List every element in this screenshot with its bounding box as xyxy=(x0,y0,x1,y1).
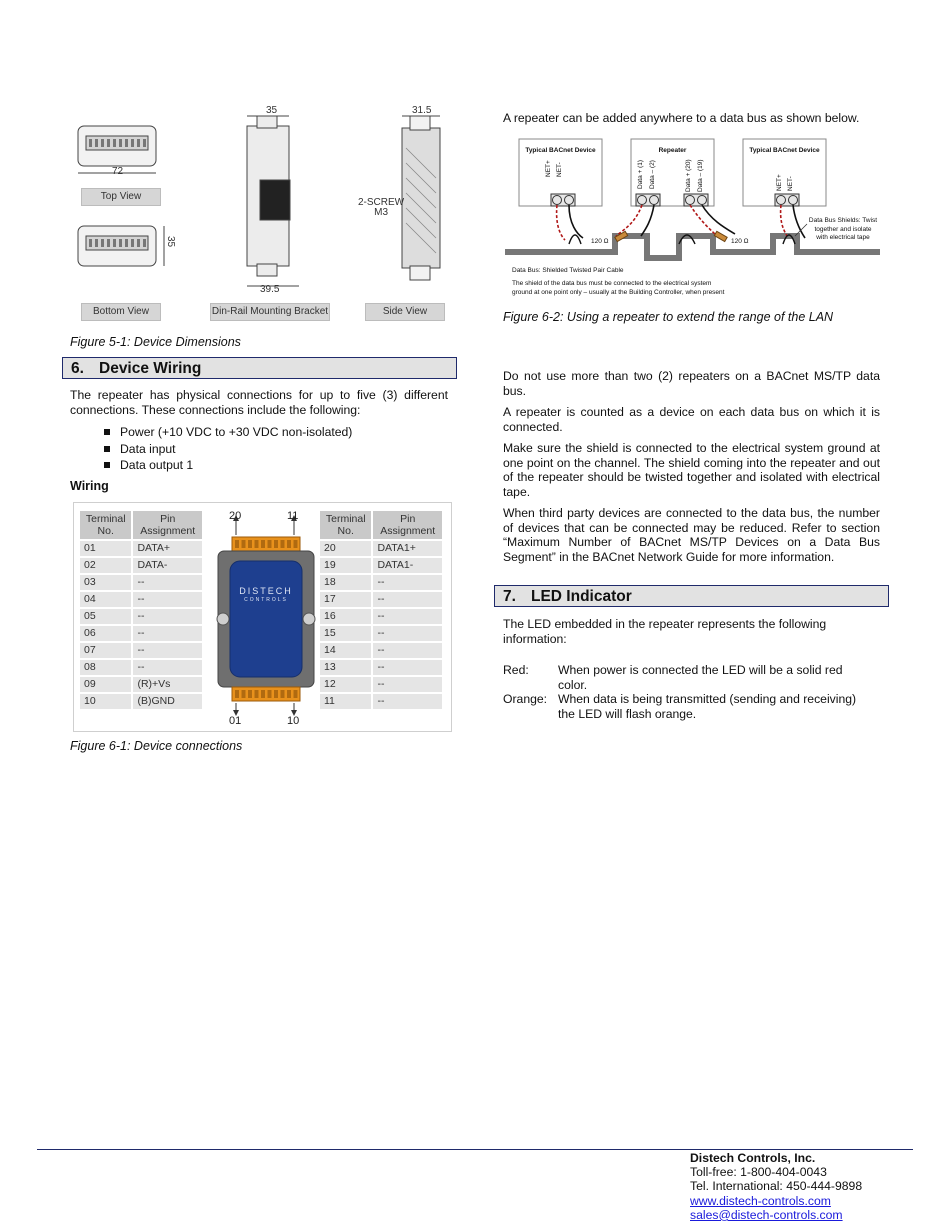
dim-31-5-label: 31.5 xyxy=(412,105,432,116)
footer-email-link[interactable]: sales@distech-controls.com xyxy=(690,1207,843,1222)
terminal-cell: 01 xyxy=(80,541,131,556)
section-6-intro: The repeater has physical connections for up to five (3) different connections. These connections include the following: xyxy=(70,388,448,417)
led-orange-text: When data is being transmitted (sending and receiving) the LED will flash orange. xyxy=(558,692,857,721)
figure-device-connections xyxy=(73,502,452,732)
bus-label: Data Bus: Shielded Twisted Pair Cable xyxy=(512,267,624,274)
figure-device-dimensions xyxy=(62,105,452,324)
footer-tollfree: Toll-free: 1-800-404-0043 xyxy=(690,1165,827,1180)
terminal-cell: 12 xyxy=(320,677,371,692)
pin-cell: -- xyxy=(373,592,442,607)
table-row xyxy=(320,575,442,590)
table-row xyxy=(80,575,202,590)
data-minus-19-label: Data – (19) xyxy=(697,159,704,192)
terminal-cell: 13 xyxy=(320,660,371,675)
pin-cell: -- xyxy=(373,626,442,641)
terminal-cell: 04 xyxy=(80,592,131,607)
shield-note xyxy=(803,217,883,243)
terminal-header-line1: Terminal xyxy=(85,513,126,525)
terminal-cell: 09 xyxy=(80,677,131,692)
bottom-view-label: Bottom View xyxy=(81,303,161,321)
paragraph-device-count: A repeater is counted as a device on each data bus on which it is connected. xyxy=(503,405,880,434)
pin-cell: -- xyxy=(133,592,202,607)
ground-note xyxy=(512,280,724,297)
pin-cell: -- xyxy=(373,660,442,675)
table-row xyxy=(320,694,442,709)
shield-note-line2: together and isolate xyxy=(814,225,872,233)
section-7-heading xyxy=(494,585,889,607)
pin-cell: -- xyxy=(373,575,442,590)
brand-line1: DISTECH xyxy=(239,586,293,596)
pin-cell: -- xyxy=(133,660,202,675)
shield-note-line3: with electrical tape xyxy=(816,234,870,241)
dim-35-top-label: 35 xyxy=(165,235,177,248)
paragraph-max-repeaters: Do not use more than two (2) repeaters on a BACnet MS/TP data bus. xyxy=(503,369,880,398)
section-7-intro: The LED embedded in the repeater represents the following information: xyxy=(503,617,827,646)
pin-cell: -- xyxy=(133,643,202,658)
pin-cell: -- xyxy=(133,575,202,590)
table-row xyxy=(80,694,202,709)
screw-label-line1: 2-SCREW xyxy=(358,197,405,208)
din-rail-label: Din-Rail Mounting Bracket xyxy=(210,303,330,321)
section-7-number: 7. xyxy=(503,588,516,605)
pin-cell: -- xyxy=(133,626,202,641)
terminal-cell: 16 xyxy=(320,609,371,624)
footer-website-link[interactable]: www.distech-controls.com xyxy=(690,1193,831,1208)
footer-contact xyxy=(690,1151,862,1222)
pin-header-line1: Pin xyxy=(400,513,416,525)
list-item: Data input xyxy=(104,441,444,458)
table-row xyxy=(80,541,202,556)
terminal-cell: 11 xyxy=(320,694,371,709)
device-left-label: Typical BACnet Device xyxy=(525,147,596,154)
dim-35-side-label: 35 xyxy=(266,105,278,116)
table-row xyxy=(320,592,442,607)
data-plus-1-label: Data + (1) xyxy=(637,159,644,189)
dim-72-label: 72 xyxy=(112,166,124,177)
terminal-cell: 20 xyxy=(320,541,371,556)
shield-note-line1: Data Bus Shields: Twist xyxy=(808,217,878,224)
terminal-cell: 05 xyxy=(80,609,131,624)
list-item: Data output 1 xyxy=(104,457,444,474)
figure-lan-repeater xyxy=(503,136,883,300)
resistor-right-label: 120 Ω xyxy=(731,238,749,245)
pin-cell: DATA- xyxy=(133,558,202,573)
terminal-cell: 14 xyxy=(320,643,371,658)
terminal-cell: 18 xyxy=(320,575,371,590)
table-row xyxy=(80,592,202,607)
side-view-label: Side View xyxy=(365,303,445,321)
pin-cell: -- xyxy=(373,609,442,624)
pin-cell: -- xyxy=(133,609,202,624)
led-red-text: When power is connected the LED will be a solid red color. xyxy=(558,663,843,692)
pin-label-20: 20 xyxy=(229,510,242,522)
pin-header-line2: Assignment xyxy=(380,525,436,537)
led-orange-row xyxy=(503,692,873,721)
section-6-heading xyxy=(62,357,457,379)
screw-label-line2: M3 xyxy=(374,207,389,218)
pin-cell: DATA1- xyxy=(373,558,442,573)
dim-39-5-label: 39.5 xyxy=(260,284,280,295)
table-row xyxy=(320,643,442,658)
terminal-cell: 15 xyxy=(320,626,371,641)
section-6-title: Device Wiring xyxy=(99,360,202,377)
ground-note-line1: The shield of the data bus must be connected to the electrical system xyxy=(512,280,712,287)
terminal-header-line2: No. xyxy=(97,525,114,537)
ground-note-line2: ground at one point only – usually at the Building Controller, when present xyxy=(512,288,725,296)
terminal-header xyxy=(320,511,371,539)
net-minus-right: NET- xyxy=(787,176,794,191)
table-row xyxy=(80,677,202,692)
resistor-left-label: 120 Ω xyxy=(591,238,609,245)
table-row xyxy=(80,660,202,675)
connection-list xyxy=(104,424,444,474)
terminal-cell: 10 xyxy=(80,694,131,709)
led-red-row xyxy=(503,663,873,692)
pin-header xyxy=(373,511,442,539)
terminal-cell: 02 xyxy=(80,558,131,573)
right-pin-table xyxy=(318,509,444,711)
net-minus-left: NET- xyxy=(556,162,563,177)
led-red-key: Red: xyxy=(503,663,529,677)
table-row xyxy=(320,541,442,556)
pin-label-11: 11 xyxy=(287,510,299,522)
pin-cell: DATA+ xyxy=(133,541,202,556)
pin-label-01: 01 xyxy=(229,715,242,727)
device-right-label: Typical BACnet Device xyxy=(749,147,820,154)
top-view-label: Top View xyxy=(81,188,161,206)
pin-cell: -- xyxy=(373,694,442,709)
table-row xyxy=(320,626,442,641)
led-orange-key: Orange: xyxy=(503,692,548,706)
pin-cell: -- xyxy=(373,677,442,692)
figure-6-2-caption: Figure 6-2: Using a repeater to extend the range of the LAN xyxy=(503,310,834,324)
table-row xyxy=(80,609,202,624)
table-row xyxy=(320,660,442,675)
table-row xyxy=(80,643,202,658)
pin-header-line1: Pin xyxy=(160,513,176,525)
footer-intl-phone: Tel. International: 450-444-9898 xyxy=(690,1179,863,1194)
terminal-header-line2: No. xyxy=(337,525,354,537)
footer-divider xyxy=(37,1149,913,1150)
left-pin-table xyxy=(78,509,204,711)
terminal-cell: 07 xyxy=(80,643,131,658)
table-row xyxy=(320,609,442,624)
screw-label xyxy=(358,198,404,218)
terminal-header xyxy=(80,511,131,539)
data-plus-20-label: Data + (20) xyxy=(685,159,692,192)
data-minus-2-label: Data – (2) xyxy=(649,160,656,189)
terminal-cell: 03 xyxy=(80,575,131,590)
brand-line2: CONTROLS xyxy=(244,597,288,603)
pin-label-10: 10 xyxy=(287,715,300,727)
pin-cell: (B)GND xyxy=(133,694,202,709)
pin-cell: -- xyxy=(373,643,442,658)
net-plus-right: NET+ xyxy=(776,174,783,191)
pin-cell: DATA1+ xyxy=(373,541,442,556)
repeater-intro: A repeater can be added anywhere to a data bus as shown below. xyxy=(503,111,860,125)
terminal-cell: 08 xyxy=(80,660,131,675)
paragraph-shield: Make sure the shield is connected to the electrical system ground at one point on the channel. The shield coming into the repeater and out of the repeater should be twisted together and isolated with electrical tape. xyxy=(503,441,880,499)
table-row xyxy=(320,677,442,692)
section-6-number: 6. xyxy=(71,360,84,377)
figure-5-1-caption: Figure 5-1: Device Dimensions xyxy=(70,335,241,349)
pin-cell: (R)+Vs xyxy=(133,677,202,692)
terminal-header-line1: Terminal xyxy=(325,513,366,525)
pin-header xyxy=(133,511,202,539)
device-brand-logo xyxy=(230,587,302,605)
wiring-heading: Wiring xyxy=(70,479,109,493)
net-plus-left: NET+ xyxy=(545,160,552,177)
pin-header-line2: Assignment xyxy=(140,525,196,537)
table-row xyxy=(80,626,202,641)
terminal-cell: 17 xyxy=(320,592,371,607)
table-row xyxy=(320,558,442,573)
footer-company: Distech Controls, Inc. xyxy=(690,1151,816,1165)
repeater-label: Repeater xyxy=(658,147,687,154)
table-row xyxy=(80,558,202,573)
paragraph-third-party: When third party devices are connected to the data bus, the number of devices that can be connected may be reduced. Refer to section “Maximum Number of BACnet MS/TP Devices on a Data Bus Segment” in the BACnet Network Guide for more information. xyxy=(503,506,880,564)
list-item: Power (+10 VDC to +30 VDC non-isolated) xyxy=(104,424,444,441)
terminal-cell: 06 xyxy=(80,626,131,641)
repeater-device-drawing xyxy=(208,503,318,731)
terminal-cell: 19 xyxy=(320,558,371,573)
section-7-title: LED Indicator xyxy=(531,588,632,605)
figure-6-1-caption: Figure 6-1: Device connections xyxy=(70,739,243,753)
